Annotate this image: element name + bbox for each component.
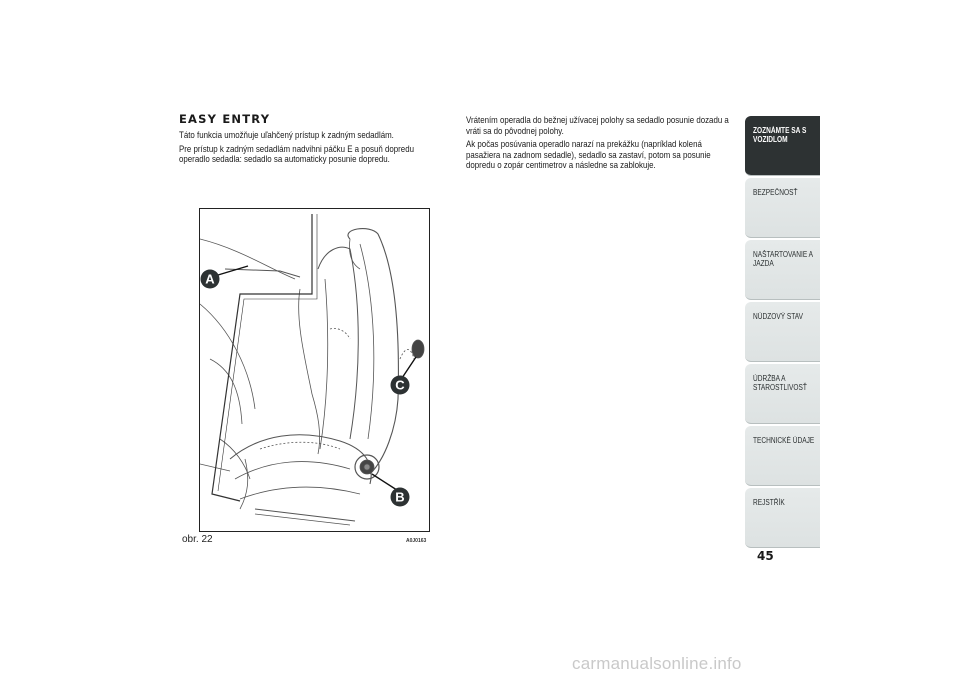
page-number: 45	[757, 549, 774, 563]
figure-caption: obr. 22	[182, 534, 213, 545]
tab-technicke-udaje[interactable]	[745, 426, 820, 486]
paragraph-obstacle: Ak počas posúvania operadlo narazí na prekážku (napríklad kolená pasažiera na zadnom sedadle), sedadlo sa zastaví, potom sa posunie dopredu o zopár centimetrov a následne sa zablokuje.	[466, 139, 711, 171]
paragraph-return: Vrátením operadla do bežnej užívacej polohy sa sedadlo posunie dozadu a vráti sa do pôvodnej polohy.	[466, 115, 729, 136]
callout-c	[391, 376, 410, 395]
figure-code: A0J0163	[406, 538, 427, 544]
seat-drawing	[200, 209, 430, 532]
seat-illustration	[199, 208, 430, 532]
right-column	[466, 115, 738, 174]
svg-text:C: C	[395, 377, 405, 393]
tab-label: BEZPEČNOSŤ	[753, 188, 798, 197]
tab-nudzovy-stav[interactable]	[745, 302, 820, 362]
paragraph-access: Pre prístup k zadným sedadlám nadvihni páčku E a posuň dopredu operadlo sedadla: sedadlo sa automaticky posunie dopredu.	[179, 143, 414, 165]
chapter-tabs	[745, 116, 820, 550]
callout-lines	[218, 266, 416, 492]
tab-bezpecnost[interactable]	[745, 178, 820, 238]
left-column	[179, 112, 439, 168]
seat-lineart	[200, 214, 424, 525]
watermark: carmanualsonline.info	[572, 654, 742, 673]
section-title: EASY ENTRY	[179, 112, 271, 126]
tab-zoznamte-sa-s-vozidlom[interactable]	[745, 116, 820, 176]
tab-label: TECHNICKÉ ÚDAJE	[753, 436, 815, 445]
tab-label: ZOZNÁMTE SA S VOZIDLOM	[753, 126, 807, 144]
tab-nastartovanie-a-jazda[interactable]	[745, 240, 820, 300]
tab-label: NÚDZOVÝ STAV	[753, 312, 804, 321]
svg-text:A: A	[205, 271, 215, 287]
svg-text:B: B	[395, 489, 405, 505]
tab-label: NAŠTARTOVANIE A JAZDA	[753, 250, 813, 268]
tab-rejstrik[interactable]	[745, 488, 820, 548]
tab-udrzba-a-starostlivost[interactable]	[745, 364, 820, 424]
tab-label: REJSTŘÍK	[753, 498, 785, 507]
tab-label: ÚDRŽBA A STAROSTLIVOSŤ	[753, 374, 807, 392]
paragraph-intro: Táto funkcia umožňuje uľahčený prístup k zadným sedadlám.	[179, 130, 394, 140]
callout-b	[391, 488, 410, 507]
callout-a	[201, 270, 220, 289]
